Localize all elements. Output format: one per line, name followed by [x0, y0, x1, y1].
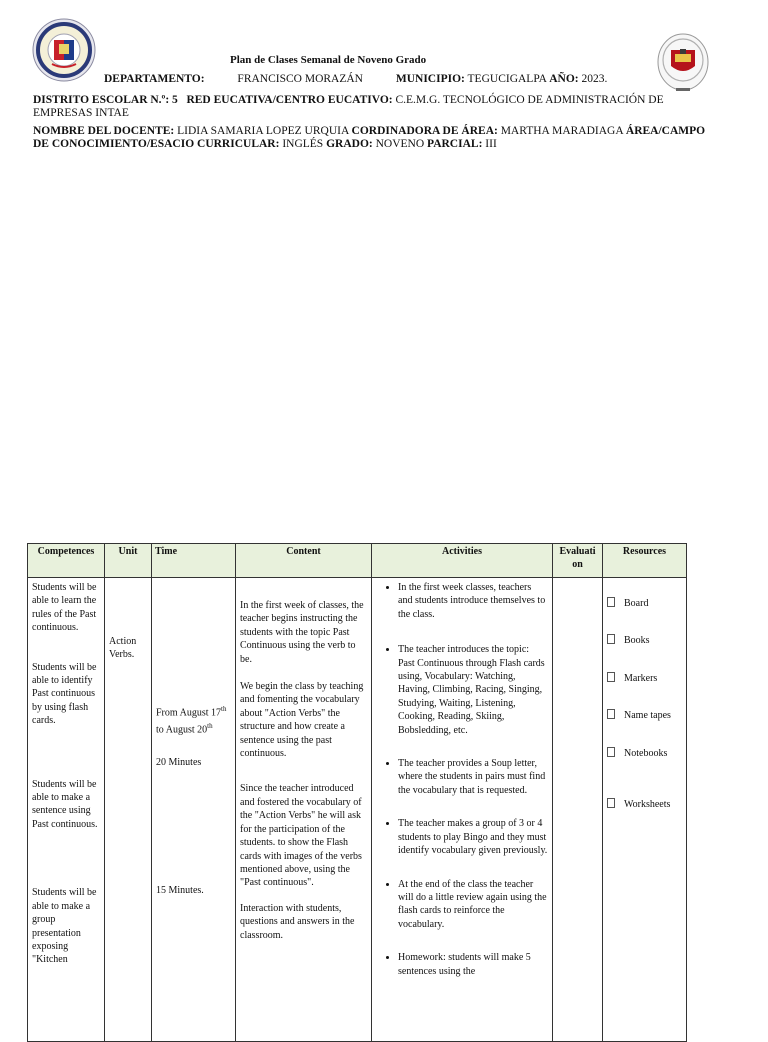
activity-item: • The teacher makes a group of 3 or 4 students to play Bingo and they must identify vocabulary given previously. [398, 817, 548, 857]
anio-value: 2023. [581, 73, 608, 85]
header-time: Time [152, 544, 236, 578]
docente-value: LIDIA SAMARIA LOPEZ URQUIA [177, 125, 349, 137]
header-unit: Unit [105, 544, 152, 578]
header-evaluation: Evaluati on [553, 544, 603, 578]
content-cell [236, 578, 372, 1042]
municipio-value: TEGUCIGALPA [467, 73, 547, 85]
activity-item: • At the end of the class the teacher will do a little review again using the flash cards to reinforce the vocabulary. [398, 878, 548, 932]
content-item: We begin the class by teaching and fomenting the vocabulary about "Action Verbs" the structure and how create a sentence using the past continuous. [240, 681, 364, 760]
unit-cell [105, 578, 152, 1042]
area-value: INGLÉS [282, 138, 324, 150]
activity-item: • The teacher provides a Soup letter, where the students in pairs must find the vocabulary that is requested. [398, 757, 548, 797]
resource-label: Board [624, 598, 649, 609]
content-item: Since the teacher introduced and fostered the vocabulary of the "Action Verbs" he will ask for the participation of the students. to show the Flash cards with images of the verbs mentioned above, using the "Past continuous". [240, 783, 362, 889]
header-content: Content [236, 544, 372, 578]
table-row [28, 578, 687, 1042]
document-title: Plan de Clases Semanal de Noveno Grado [230, 54, 427, 66]
resource-item [607, 597, 682, 610]
docente-label: NOMBRE DEL DOCENTE: [33, 125, 175, 137]
district-line [33, 94, 673, 120]
resource-item [607, 709, 682, 722]
school-seal-logo-left [32, 18, 96, 82]
resource-label: Books [624, 635, 650, 647]
anio-label: AÑO: [549, 73, 579, 85]
activities-cell [372, 578, 553, 1042]
resources-cell [603, 578, 687, 1042]
resource-item [607, 747, 682, 760]
activity-item: • Homework: students will make 5 sentences using the [398, 951, 548, 978]
resource-item [607, 672, 682, 685]
teacher-line [33, 125, 723, 151]
checkbox-icon [607, 709, 615, 719]
departamento-label: DEPARTAMENTO: [104, 73, 205, 85]
header-activities: Activities [372, 544, 553, 578]
unit-value: Action Verbs. [109, 636, 137, 661]
department-line [104, 73, 607, 86]
red-label: RED EUCATIVA/CENTRO EUCATIVO: [186, 94, 393, 106]
lesson-plan-table [27, 543, 687, 1042]
time-duration-2: 15 Minutes. [156, 884, 204, 896]
checkbox-icon [607, 634, 615, 644]
resource-label: Notebooks [624, 747, 668, 759]
checkbox-icon [607, 672, 615, 682]
activity-item: • The teacher introduces the topic: Past Continuous through Flash cards using, Vocabulary: Watching, Having, Climbing, Racing, Singing, Studying, Waiting, Listening, Cooking, Reading, Skiing, Bobsledding, etc. [398, 643, 548, 737]
competence-item: Students will be able to make a group presentation exposing "Kitchen [32, 887, 97, 966]
municipio-label: MUNICIPIO: [395, 73, 465, 85]
time-duration-1: 20 Minutes [156, 757, 202, 769]
activities-list [376, 581, 548, 978]
time-cell [152, 578, 236, 1042]
header-resources: Resources [603, 544, 687, 578]
competence-item: Students will be able to identify Past continuous by using flash cards. [32, 661, 97, 727]
resource-item [607, 798, 682, 811]
area-label: ÁREA/CAMPO DE CONOCIMIENTO/ESACIO CURRICULAR: [33, 125, 706, 150]
coordinadora-value: MARTHA MARADIAGA [500, 125, 624, 137]
checkbox-icon [607, 747, 615, 757]
resource-item [607, 634, 682, 647]
school-seal-logo-right [656, 32, 710, 96]
content-item: Interaction with students, questions and answers in the classroom. [240, 902, 355, 941]
content-item: In the first week of classes, the teacher begins instructing the students with the topic Past Continuous using the verb to be. [240, 600, 364, 665]
red-value: C.E.M.G. TECNOLÓGICO DE ADMINISTRACIÓN DE EMPRESAS INTAE [33, 94, 664, 119]
table-header-row [28, 544, 687, 578]
distrito-label: DISTRITO ESCOLAR N.º: 5 [33, 94, 178, 106]
resource-label: Worksheets [624, 799, 671, 811]
competence-item: Students will be able to learn the rules of the Past continuous. [32, 582, 97, 634]
departamento-value: FRANCISCO MORAZÁN [237, 73, 363, 85]
grado-value: NOVENO [375, 138, 425, 150]
checkbox-icon [607, 798, 615, 808]
header-competences: Competences [28, 544, 105, 578]
time-range: From August 17th to August 20th [156, 705, 227, 736]
competence-item: Students will be able to make a sentence using Past continuous. [32, 778, 98, 830]
resource-label: Markers [624, 672, 658, 684]
parcial-label: PARCIAL: [427, 138, 483, 150]
resource-label: Name tapes [624, 710, 671, 722]
coordinadora-label: CORDINADORA DE ÁREA: [351, 125, 498, 137]
activity-item: • In the first week classes, teachers and students introduce themselves to the class. [398, 581, 548, 621]
checkbox-icon [607, 597, 615, 607]
evaluation-cell [553, 578, 603, 1042]
competences-cell [28, 578, 105, 1042]
parcial-value: III [485, 138, 497, 150]
grado-label: GRADO: [326, 138, 373, 150]
